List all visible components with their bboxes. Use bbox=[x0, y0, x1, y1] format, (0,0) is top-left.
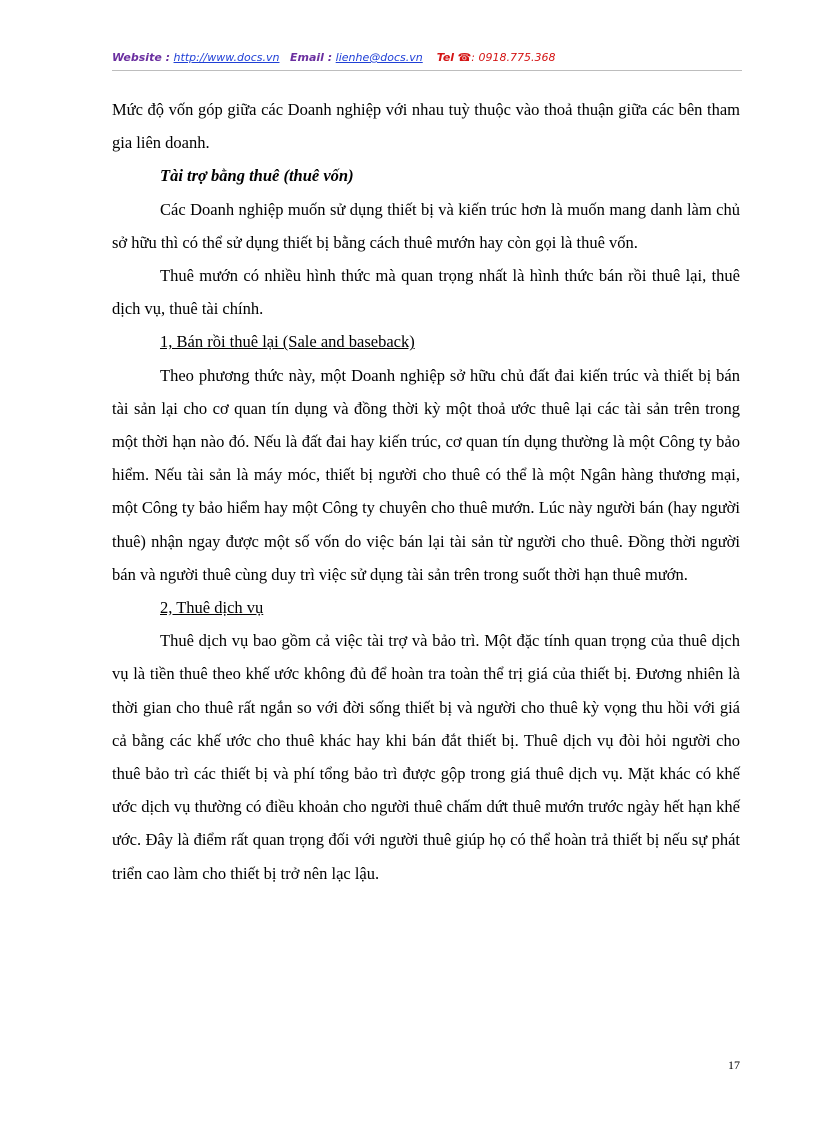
document-body bbox=[112, 93, 740, 890]
email-separator: : bbox=[323, 51, 333, 64]
tel-label: Tel bbox=[436, 51, 455, 64]
paragraph-3: Thuê mướn có nhiều hình thức mà quan trọng nhất là hình thức bán rồi thuê lại, thuê dịch vụ, thuê tài chính. bbox=[112, 266, 740, 319]
website-link[interactable]: http://www.docs.vn bbox=[173, 51, 280, 64]
paragraph-1: Mức độ vốn góp giữa các Doanh nghiệp với nhau tuỳ thuộc vào thoả thuận giữa các bên tham gia liên doanh. bbox=[112, 100, 740, 153]
header-divider bbox=[112, 70, 742, 71]
subheading-2: 2, Thuê dịch vụ bbox=[160, 598, 264, 618]
paragraph-4: Theo phương thức này, một Doanh nghiệp sở hữu chủ đất đai kiến trúc và thiết bị bán tài sản lại cho cơ quan tín dụng và đồng thời kỳ một thoả ước thuê lại các tài sản trên trong một thời hạn nào đó. Nếu là đất đai hay kiến trúc, cơ quan tín dụng thường là một Công ty bảo hiểm. Nếu tài sản là máy móc, thiết bị người cho thuê có thể là một Ngân hàng thương mại, một Công ty bảo hiểm hay một Công ty chuyên cho thuê mướn. Lúc này người bán (hay người thuê) nhận ngay được một số vốn do việc bán lại tài sản từ người cho thuê. Đồng thời người bán và người thuê cùng duy trì việc sử dụng tài sản trên trong suốt thời hạn thuê mướn. bbox=[112, 365, 740, 584]
page-header bbox=[112, 51, 742, 64]
section-heading: Tài trợ bằng thuê (thuê vốn) bbox=[160, 166, 354, 186]
paragraph-2: Các Doanh nghiệp muốn sử dụng thiết bị và kiến trúc hơn là muốn mang danh làm chủ sở hữu thì có thể sử dụng thiết bị bằng cách thuê mướn hay còn gọi là thuê vốn. bbox=[112, 199, 740, 252]
paragraph-5: Thuê dịch vụ bao gồm cả việc tài trợ và bảo trì. Một đặc tính quan trọng của thuê dịch vụ là tiền thuê theo khế ước không đủ để hoàn tra toàn thể trị giá của thiết bị. Đương nhiên là thời gian cho thuê rất ngắn so với đời sống thiết bị và người cho thuê kỳ vọng thu hồi với giá cả bằng các khế ước cho thuê khác hay khi bán đắt thiết bị. Thuê dịch vụ đòi hỏi người cho thuê bảo trì các thiết bị và phí tổng bảo trì được gộp trong giá thuê dịch vụ. Mặt khác có khế ước dịch vụ thường có điều khoản cho người thuê chấm dứt thuê mướn trước ngày hết hạn khế ước. Đây là điểm rất quan trọng đối với người thuê giúp họ có thể hoàn trả thiết bị nếu sự phát triển cao làm cho thiết bị trở nên lạc lậu. bbox=[112, 631, 740, 883]
tel-value: : 0918.775.368 bbox=[471, 51, 556, 64]
subheading-1: 1, Bán rồi thuê lại (Sale and baseback) bbox=[160, 332, 415, 352]
email-label: Email bbox=[289, 51, 324, 64]
website-label: Website : bbox=[112, 51, 171, 64]
page-number: 17 bbox=[728, 1058, 740, 1072]
email-link[interactable]: lienhe@docs.vn bbox=[335, 51, 423, 64]
phone-icon: ☎ bbox=[457, 51, 472, 64]
